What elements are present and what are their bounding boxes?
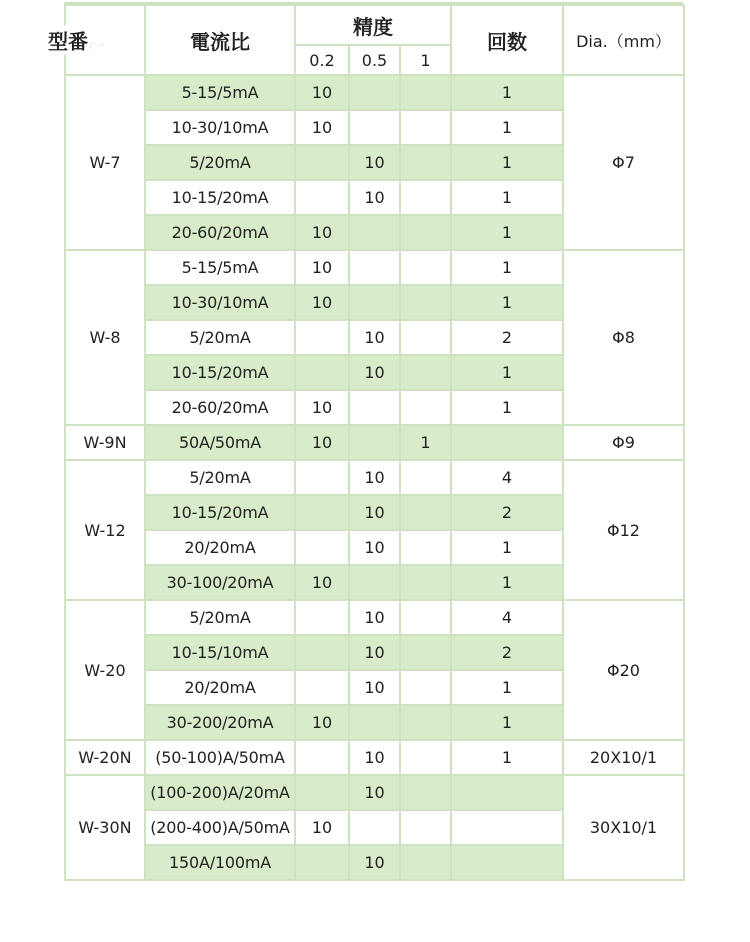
turns-cell: 1	[451, 180, 563, 215]
ratio-cell: 20-60/20mA	[145, 390, 295, 425]
accuracy-0-2-cell	[295, 460, 349, 495]
dia-cell: Φ9	[563, 425, 684, 460]
header-accuracy: 精度	[295, 5, 451, 45]
ratio-cell: 5-15/5mA	[145, 75, 295, 110]
accuracy-0-2-cell	[295, 495, 349, 530]
accuracy-0-2-cell	[295, 180, 349, 215]
accuracy-0-2-cell: 10	[295, 285, 349, 320]
turns-cell: 1	[451, 390, 563, 425]
turns-cell: 2	[451, 495, 563, 530]
model-cell: W-8	[65, 250, 145, 425]
header-acc-0-2: 0.2	[295, 45, 349, 75]
accuracy-0-2-cell: 10	[295, 390, 349, 425]
turns-cell: 2	[451, 635, 563, 670]
accuracy-0-5-cell: 10	[349, 670, 400, 705]
accuracy-0-5-cell: 10	[349, 145, 400, 180]
accuracy-1-cell	[400, 565, 451, 600]
accuracy-0-5-cell	[349, 285, 400, 320]
turns-cell	[451, 775, 563, 810]
accuracy-0-5-cell	[349, 810, 400, 845]
spec-table	[48, 4, 685, 881]
ratio-cell: (200-400)A/50mA	[145, 810, 295, 845]
accuracy-1-cell	[400, 390, 451, 425]
ratio-cell: 10-30/10mA	[145, 110, 295, 145]
accuracy-1-cell	[400, 495, 451, 530]
accuracy-0-5-cell: 10	[349, 845, 400, 880]
accuracy-1-cell	[400, 250, 451, 285]
ratio-cell: 5/20mA	[145, 460, 295, 495]
accuracy-0-2-cell	[295, 320, 349, 355]
turns-cell: 1	[451, 355, 563, 390]
accuracy-1-cell	[400, 75, 451, 110]
accuracy-1-cell	[400, 145, 451, 180]
accuracy-1-cell	[400, 600, 451, 635]
accuracy-0-2-cell	[295, 845, 349, 880]
header-dia: Dia.（mm）	[563, 5, 684, 75]
model-cell: W-7	[65, 75, 145, 250]
dia-cell: Φ7	[563, 75, 684, 250]
accuracy-1-cell	[400, 705, 451, 740]
accuracy-0-5-cell	[349, 250, 400, 285]
accuracy-0-5-cell	[349, 705, 400, 740]
accuracy-1-cell: 1	[400, 425, 451, 460]
turns-cell: 1	[451, 565, 563, 600]
header-model-marks: ㄏㄧ	[88, 41, 107, 52]
accuracy-0-2-cell	[295, 775, 349, 810]
model-cell: W-20N	[65, 740, 145, 775]
accuracy-0-5-cell	[349, 565, 400, 600]
dia-cell: Φ12	[563, 460, 684, 600]
ratio-cell: 5/20mA	[145, 600, 295, 635]
accuracy-1-cell	[400, 530, 451, 565]
accuracy-0-5-cell	[349, 425, 400, 460]
accuracy-0-5-cell: 10	[349, 740, 400, 775]
turns-cell: 1	[451, 110, 563, 145]
model-cell: W-20	[65, 600, 145, 740]
model-cell: W-9N	[65, 425, 145, 460]
accuracy-1-cell	[400, 635, 451, 670]
header-ratio: 電流比	[145, 5, 295, 75]
ratio-cell: 10-15/20mA	[145, 355, 295, 390]
accuracy-1-cell	[400, 775, 451, 810]
turns-cell: 4	[451, 460, 563, 495]
accuracy-1-cell	[400, 320, 451, 355]
accuracy-0-5-cell: 10	[349, 530, 400, 565]
turns-cell: 2	[451, 320, 563, 355]
dia-cell: 30X10/1	[563, 775, 684, 880]
accuracy-0-2-cell: 10	[295, 705, 349, 740]
accuracy-0-5-cell	[349, 390, 400, 425]
table-row	[65, 75, 684, 110]
accuracy-0-5-cell: 10	[349, 355, 400, 390]
turns-cell	[451, 810, 563, 845]
turns-cell: 1	[451, 215, 563, 250]
accuracy-0-2-cell	[295, 530, 349, 565]
accuracy-0-5-cell: 10	[349, 495, 400, 530]
turns-cell: 1	[451, 670, 563, 705]
accuracy-0-2-cell: 10	[295, 425, 349, 460]
accuracy-0-2-cell: 10	[295, 75, 349, 110]
accuracy-0-2-cell	[295, 355, 349, 390]
turns-cell: 1	[451, 705, 563, 740]
ratio-cell: 20/20mA	[145, 670, 295, 705]
accuracy-0-5-cell: 10	[349, 320, 400, 355]
accuracy-0-2-cell	[295, 145, 349, 180]
ratio-cell: 10-30/10mA	[145, 285, 295, 320]
accuracy-0-5-cell: 10	[349, 180, 400, 215]
ratio-cell: 10-15/20mA	[145, 495, 295, 530]
turns-cell: 1	[451, 250, 563, 285]
ratio-cell: (50-100)A/50mA	[145, 740, 295, 775]
accuracy-0-2-cell: 10	[295, 810, 349, 845]
accuracy-0-5-cell: 10	[349, 635, 400, 670]
accuracy-0-2-cell	[295, 740, 349, 775]
ratio-cell: 5-15/5mA	[145, 250, 295, 285]
table-row	[65, 250, 684, 285]
accuracy-0-2-cell	[295, 600, 349, 635]
ratio-cell: 20-60/20mA	[145, 215, 295, 250]
table-row	[65, 600, 684, 635]
turns-cell: 1	[451, 740, 563, 775]
ratio-cell: 5/20mA	[145, 320, 295, 355]
accuracy-0-5-cell	[349, 110, 400, 145]
ratio-cell: 30-200/20mA	[145, 705, 295, 740]
accuracy-1-cell	[400, 180, 451, 215]
accuracy-1-cell	[400, 460, 451, 495]
table-row	[65, 460, 684, 495]
accuracy-1-cell	[400, 810, 451, 845]
dia-cell: 20X10/1	[563, 740, 684, 775]
table-row	[65, 740, 684, 775]
header-acc-1: 1	[400, 45, 451, 75]
accuracy-0-2-cell: 10	[295, 110, 349, 145]
accuracy-0-2-cell	[295, 670, 349, 705]
table-row	[65, 425, 684, 460]
accuracy-1-cell	[400, 215, 451, 250]
header-model	[48, 5, 145, 75]
ratio-cell: 10-15/20mA	[145, 180, 295, 215]
turns-cell: 1	[451, 145, 563, 180]
turns-cell: 1	[451, 285, 563, 320]
model-cell: W-30N	[65, 775, 145, 880]
ratio-cell: 10-15/10mA	[145, 635, 295, 670]
dia-cell: Φ20	[563, 600, 684, 740]
turns-cell: 1	[451, 530, 563, 565]
turns-cell: 1	[451, 75, 563, 110]
ratio-cell: 5/20mA	[145, 145, 295, 180]
accuracy-0-2-cell: 10	[295, 250, 349, 285]
ratio-cell: 20/20mA	[145, 530, 295, 565]
accuracy-0-5-cell	[349, 215, 400, 250]
accuracy-0-2-cell: 10	[295, 215, 349, 250]
accuracy-0-5-cell: 10	[349, 460, 400, 495]
accuracy-1-cell	[400, 285, 451, 320]
accuracy-1-cell	[400, 845, 451, 880]
model-cell: W-12	[65, 460, 145, 600]
accuracy-1-cell	[400, 355, 451, 390]
ratio-cell: (100-200)A/20mA	[145, 775, 295, 810]
accuracy-0-5-cell: 10	[349, 600, 400, 635]
dia-cell: Φ8	[563, 250, 684, 425]
ratio-cell: 50A/50mA	[145, 425, 295, 460]
header-turns: 回数	[451, 5, 563, 75]
table-row	[65, 775, 684, 810]
header-model-text: 型番	[48, 29, 88, 54]
accuracy-0-2-cell: 10	[295, 565, 349, 600]
table-body	[65, 75, 684, 880]
turns-cell	[451, 425, 563, 460]
accuracy-0-5-cell: 10	[349, 775, 400, 810]
accuracy-1-cell	[400, 110, 451, 145]
ratio-cell: 30-100/20mA	[145, 565, 295, 600]
accuracy-0-2-cell	[295, 635, 349, 670]
accuracy-1-cell	[400, 670, 451, 705]
accuracy-1-cell	[400, 740, 451, 775]
ratio-cell: 150A/100mA	[145, 845, 295, 880]
header-model-label	[46, 26, 106, 55]
header-acc-0-5: 0.5	[349, 45, 400, 75]
accuracy-0-5-cell	[349, 75, 400, 110]
turns-cell: 4	[451, 600, 563, 635]
turns-cell	[451, 845, 563, 880]
